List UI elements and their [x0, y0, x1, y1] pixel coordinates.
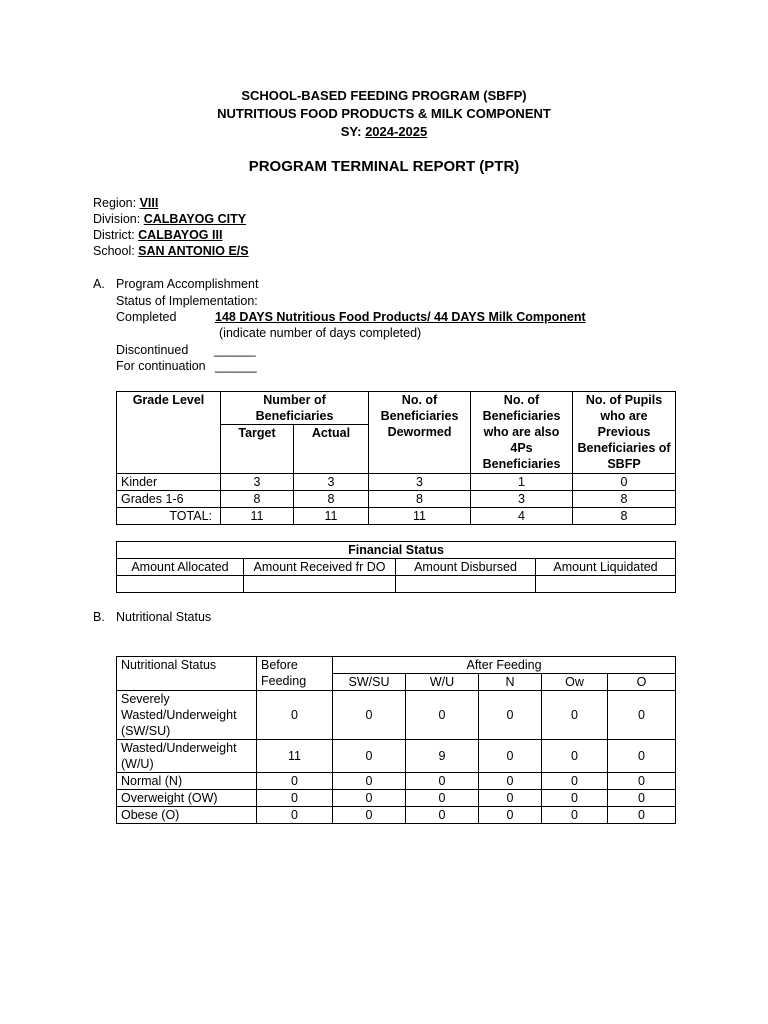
- amount-liquidated-header: Amount Liquidated: [536, 559, 676, 576]
- before-cell: 0: [257, 691, 333, 740]
- region-label: Region:: [93, 196, 140, 210]
- grade-cell: Grades 1-6: [117, 491, 221, 508]
- table-row-total: [117, 508, 676, 525]
- actual-cell: 8: [294, 491, 369, 508]
- beneficiaries-header-row: [117, 392, 676, 425]
- status-label-cell: Severely Wasted/Underweight (SW/SU): [117, 691, 257, 740]
- before-cell: 0: [257, 773, 333, 790]
- after-o-header: O: [608, 674, 676, 691]
- after-cell: 0: [333, 807, 406, 824]
- grade-cell: TOTAL:: [117, 508, 221, 525]
- after-w-u-header: W/U: [406, 674, 479, 691]
- beneficiaries-table: [116, 391, 676, 525]
- school-year-value: 2024-2025: [365, 124, 428, 139]
- region-value: VIII: [139, 196, 159, 210]
- fourps-cell: 4: [471, 508, 573, 525]
- amount-disbursed-header: Amount Disbursed: [396, 559, 536, 576]
- target-header: Target: [221, 425, 294, 474]
- before-feeding-header: Before Feeding: [257, 657, 333, 691]
- after-n-header: N: [479, 674, 542, 691]
- table-row: [117, 491, 676, 508]
- financial-title-row: [117, 542, 676, 559]
- status-label-cell: Overweight (OW): [117, 790, 257, 807]
- region-line: [93, 196, 158, 210]
- completed-note: (indicate number of days completed): [219, 326, 422, 340]
- after-cell: 0: [479, 740, 542, 773]
- division-label: Division:: [93, 212, 144, 226]
- target-cell: 3: [221, 474, 294, 491]
- district-line: [93, 228, 222, 242]
- after-cell: 0: [333, 740, 406, 773]
- after-cell: 0: [333, 773, 406, 790]
- completed-label: Completed: [116, 310, 177, 324]
- school-year-label: SY:: [340, 124, 366, 139]
- nutrition-header-row: [117, 657, 676, 674]
- after-sw-su-header: SW/SU: [333, 674, 406, 691]
- actual-cell: 11: [294, 508, 369, 525]
- after-cell: 0: [479, 691, 542, 740]
- financial-header-row: [117, 559, 676, 576]
- after-cell: 0: [406, 790, 479, 807]
- after-cell: 0: [406, 773, 479, 790]
- before-cell: 0: [257, 807, 333, 824]
- after-cell: 0: [479, 773, 542, 790]
- header-line-2: NUTRITIOUS FOOD PRODUCTS & MILK COMPONENT: [217, 106, 551, 121]
- after-cell: 0: [542, 740, 608, 773]
- amount-disbursed-value: [396, 576, 536, 593]
- after-cell: 9: [406, 740, 479, 773]
- grade-level-header: Grade Level: [117, 392, 221, 474]
- discontinued-label: Discontinued: [116, 343, 189, 357]
- target-cell: 11: [221, 508, 294, 525]
- after-cell: 0: [542, 773, 608, 790]
- table-row: [117, 691, 676, 740]
- after-cell: 0: [608, 740, 676, 773]
- amount-liquidated-value: [536, 576, 676, 593]
- fourps-cell: 1: [471, 474, 573, 491]
- after-cell: 0: [479, 807, 542, 824]
- after-cell: 0: [333, 790, 406, 807]
- after-cell: 0: [608, 691, 676, 740]
- financial-values-row: [117, 576, 676, 593]
- amount-received-header: Amount Received fr DO: [244, 559, 396, 576]
- financial-status-table: [116, 541, 676, 593]
- after-cell: 0: [479, 790, 542, 807]
- dewormed-cell: 11: [369, 508, 471, 525]
- after-cell: 0: [542, 807, 608, 824]
- table-row: [117, 740, 676, 773]
- dewormed-header: No. of Beneficiaries Dewormed: [369, 392, 471, 474]
- division-line: [93, 212, 246, 226]
- after-cell: 0: [542, 691, 608, 740]
- nutritional-status-header: Nutritional Status: [117, 657, 257, 691]
- number-of-beneficiaries-header: Number of Beneficiaries: [221, 392, 369, 425]
- previous-beneficiaries-header: No. of Pupils who are Previous Beneficiaries of SBFP: [573, 392, 676, 474]
- previous-cell: 8: [573, 508, 676, 525]
- continuation-label: For continuation: [116, 359, 206, 373]
- completed-value: 148 DAYS Nutritious Food Products/ 44 DAYS Milk Component: [215, 310, 586, 324]
- financial-status-title: Financial Status: [117, 542, 676, 559]
- target-cell: 8: [221, 491, 294, 508]
- after-feeding-header: After Feeding: [333, 657, 676, 674]
- section-a-title: Program Accomplishment: [116, 277, 259, 291]
- school-year: [0, 124, 768, 139]
- header-line-1: SCHOOL-BASED FEEDING PROGRAM (SBFP): [241, 88, 527, 103]
- report-title: PROGRAM TERMINAL REPORT (PTR): [248, 158, 520, 175]
- after-cell: 0: [608, 790, 676, 807]
- district-label: District:: [93, 228, 139, 242]
- after-cell: 0: [542, 790, 608, 807]
- grade-cell: Kinder: [117, 474, 221, 491]
- fourps-header: No. of Beneficiaries who are also 4Ps Beneficiaries: [471, 392, 573, 474]
- status-label-cell: Wasted/Underweight (W/U): [117, 740, 257, 773]
- section-b-letter: B.: [93, 610, 105, 624]
- status-label-cell: Obese (O): [117, 807, 257, 824]
- table-row: [117, 790, 676, 807]
- table-row: [117, 773, 676, 790]
- nutritional-status-table: [116, 656, 676, 824]
- section-b-title: Nutritional Status: [116, 610, 212, 624]
- actual-cell: 3: [294, 474, 369, 491]
- dewormed-cell: 3: [369, 474, 471, 491]
- after-cell: 0: [608, 773, 676, 790]
- before-cell: 11: [257, 740, 333, 773]
- after-cell: 0: [608, 807, 676, 824]
- amount-allocated-value: [117, 576, 244, 593]
- actual-header: Actual: [294, 425, 369, 474]
- continuation-blank: ______: [215, 359, 257, 373]
- amount-received-value: [244, 576, 396, 593]
- amount-allocated-header: Amount Allocated: [117, 559, 244, 576]
- school-label: School:: [93, 244, 139, 258]
- school-line: [93, 244, 249, 258]
- status-label-cell: Normal (N): [117, 773, 257, 790]
- before-cell: 0: [257, 790, 333, 807]
- after-cell: 0: [406, 807, 479, 824]
- after-ow-header: Ow: [542, 674, 608, 691]
- discontinued-blank: ______: [214, 343, 256, 357]
- table-row: [117, 474, 676, 491]
- table-row: [117, 807, 676, 824]
- previous-cell: 0: [573, 474, 676, 491]
- district-value: CALBAYOG III: [138, 228, 223, 242]
- fourps-cell: 3: [471, 491, 573, 508]
- after-cell: 0: [333, 691, 406, 740]
- division-value: CALBAYOG CITY: [143, 212, 247, 226]
- previous-cell: 8: [573, 491, 676, 508]
- dewormed-cell: 8: [369, 491, 471, 508]
- after-cell: 0: [406, 691, 479, 740]
- section-a-letter: A.: [93, 277, 105, 291]
- school-value: SAN ANTONIO E/S: [138, 244, 249, 258]
- status-of-implementation-label: Status of Implementation:: [116, 294, 258, 308]
